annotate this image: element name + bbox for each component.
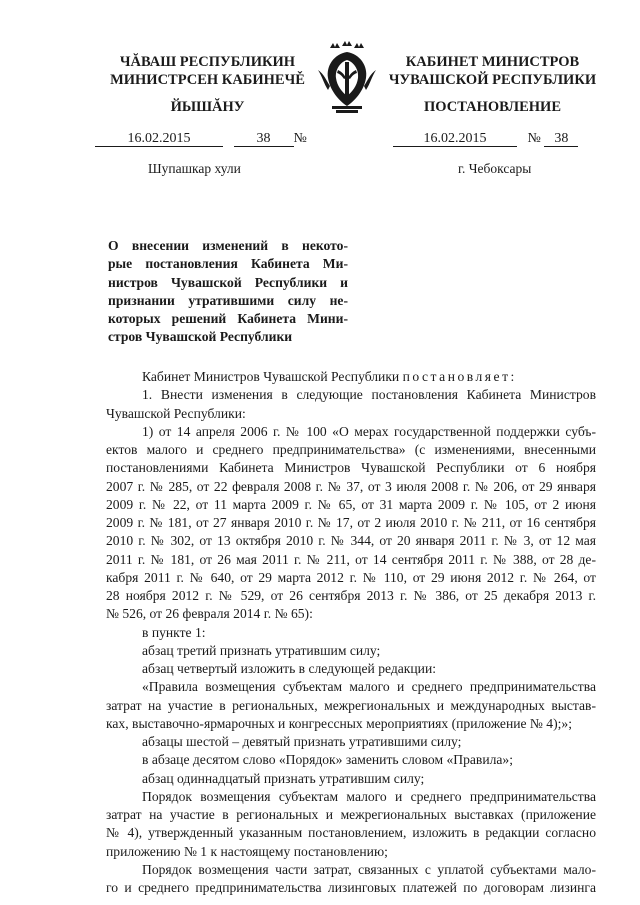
number-sign-right: № xyxy=(527,131,541,146)
intro-paragraph xyxy=(106,368,596,386)
text-line: 2007 г. № 285, от 22 февраля 2008 г. № 37, от 3 июля 2008 г. № 206, от 29 января xyxy=(106,478,596,494)
doc-type-russian: ПОСТАНОВЛЕНИЕ xyxy=(423,99,561,115)
text-line: 2011 г. № 181, от 26 мая 2011 г. № 211, от 14 сентября 2011 г. № 388, от 28 де- xyxy=(106,551,596,567)
doc-number-left: 38 xyxy=(234,131,294,147)
issuer-name-russian xyxy=(380,53,605,89)
text-line: № 4), утвержденный указанным постановлением, изложить в редакции согласно xyxy=(106,825,596,841)
title-line: О внесении изменений в некото- xyxy=(108,238,348,253)
paragraph-3: в пункте 1: xyxy=(142,624,206,640)
text-line: 28 ноября 2012 г. № 529, от 26 сентября 2013 г. № 386, от 25 декабря 2013 г. xyxy=(106,588,596,603)
text-line: 2010 г. № 302, от 13 октября 2010 г. № 344, от 20 января 2011 г. № 3, от 12 мая xyxy=(106,533,596,549)
doc-type-chuvash: ЙЫШĂНУ xyxy=(170,99,245,115)
text-line: Чувашской Республики: xyxy=(106,405,246,421)
number-sign-left: № xyxy=(293,131,307,146)
place-russian: г. Чебоксары xyxy=(458,161,532,176)
document-body xyxy=(106,368,596,897)
text-line: кабря 2011 г. № 640, от 29 марта 2012 г. № 110, от 29 июня 2012 г. № 264, от xyxy=(106,569,596,585)
text-line: приложению № 1 к настоящему постановлению; xyxy=(106,843,388,859)
paragraph-1 xyxy=(106,386,596,423)
paragraph-10 xyxy=(106,788,596,861)
doc-number-right: 38 xyxy=(544,131,578,147)
paragraph-9: абзац одиннадцатый признать утратившим силу; xyxy=(142,770,425,786)
text-line: Порядок возмещения субъектам малого и среднего предпринимательства xyxy=(142,788,596,804)
paragraph-11 xyxy=(106,861,596,898)
title-line: рые постановления Кабинета Ми- xyxy=(108,256,348,272)
text-line: № 526, от 26 февраля 2014 г. № 65): xyxy=(106,606,313,622)
text-line: «Правила возмещения субъектам малого и среднего предпринимательства xyxy=(142,679,596,695)
doc-date-right: 16.02.2015 xyxy=(393,131,517,147)
coat-of-arms-emblem xyxy=(312,40,382,116)
doc-number-line-left xyxy=(95,131,307,147)
text-line: ектов малого и среднего предпринимательства» (с изменениями, внесенными xyxy=(106,442,596,457)
text-line: постановлениями Кабинета Министров Чувашской Республики от 6 ноября xyxy=(106,460,596,476)
text-line: 2009 г. № 22, от 11 марта 2009 г. № 65, от 31 марта 2009 г. № 105, от 2 июня xyxy=(106,496,596,512)
text-line: 1) от 14 апреля 2006 г. № 100 «О мерах государственной поддержки субъ- xyxy=(142,423,596,439)
title-line: нистров Чувашской Республики и xyxy=(108,274,348,290)
text-line: затрат на участие в региональных, межрегиональных и международных выстав- xyxy=(106,697,596,713)
paragraph-5: абзац четвертый изложить в следующей редакции: xyxy=(142,661,437,676)
place-chuvash: Шупашкар хули xyxy=(148,161,241,176)
issuer-russian-line-2: ЧУВАШСКОЙ РЕСПУБЛИКИ xyxy=(388,72,597,88)
text-line: ках, выставочно-ярмарочных и конгрессных мероприятиях (приложение № 4);»; xyxy=(106,715,572,731)
intro-text: Кабинет Министров Чувашской Республики xyxy=(142,369,403,384)
issuer-chuvash-line-2: МИНИСТРСЕН КАБИНЕЧĚ xyxy=(110,72,305,88)
text-line: затрат на участие в региональных и межрегиональных выставках (приложение xyxy=(106,807,596,822)
title-line: которых решений Кабинета Мини- xyxy=(108,311,348,327)
doc-date-left: 16.02.2015 xyxy=(95,131,223,147)
text-line: 2009 г. № 181, от 27 января 2010 г. № 17, от 2 июля 2010 г. № 211, от 16 сентября xyxy=(106,515,596,530)
paragraph-2 xyxy=(106,423,596,624)
paragraph-8: в абзаце десятом слово «Порядок» заменить словом «Правила»; xyxy=(142,752,513,768)
paragraph-7: абзацы шестой – девятый признать утратившими силу; xyxy=(142,734,462,749)
text-line: Порядок возмещения части затрат, связанных с уплатой субъектами мало- xyxy=(142,861,596,877)
document-title xyxy=(108,237,348,347)
issuer-chuvash-line-1: ЧĂВАШ РЕСПУБЛИКИН xyxy=(119,54,296,70)
text-line: 1. Внести изменения в следующие постановления Кабинета Министров xyxy=(142,387,596,403)
title-line: признании утратившими силу не- xyxy=(108,292,348,308)
intro-resolves: постановляет: xyxy=(402,369,517,384)
text-line: го и среднего предпринимательства лизинговых платежей по договорам лизинга xyxy=(106,880,596,895)
paragraph-6 xyxy=(106,678,596,733)
doc-number-line-right xyxy=(393,131,578,147)
title-line: стров Чувашской Республики xyxy=(108,329,293,345)
issuer-name-chuvash xyxy=(95,53,320,89)
paragraph-4: абзац третий признать утратившим силу; xyxy=(142,642,381,658)
issuer-russian-line-1: КАБИНЕТ МИНИСТРОВ xyxy=(405,54,580,70)
